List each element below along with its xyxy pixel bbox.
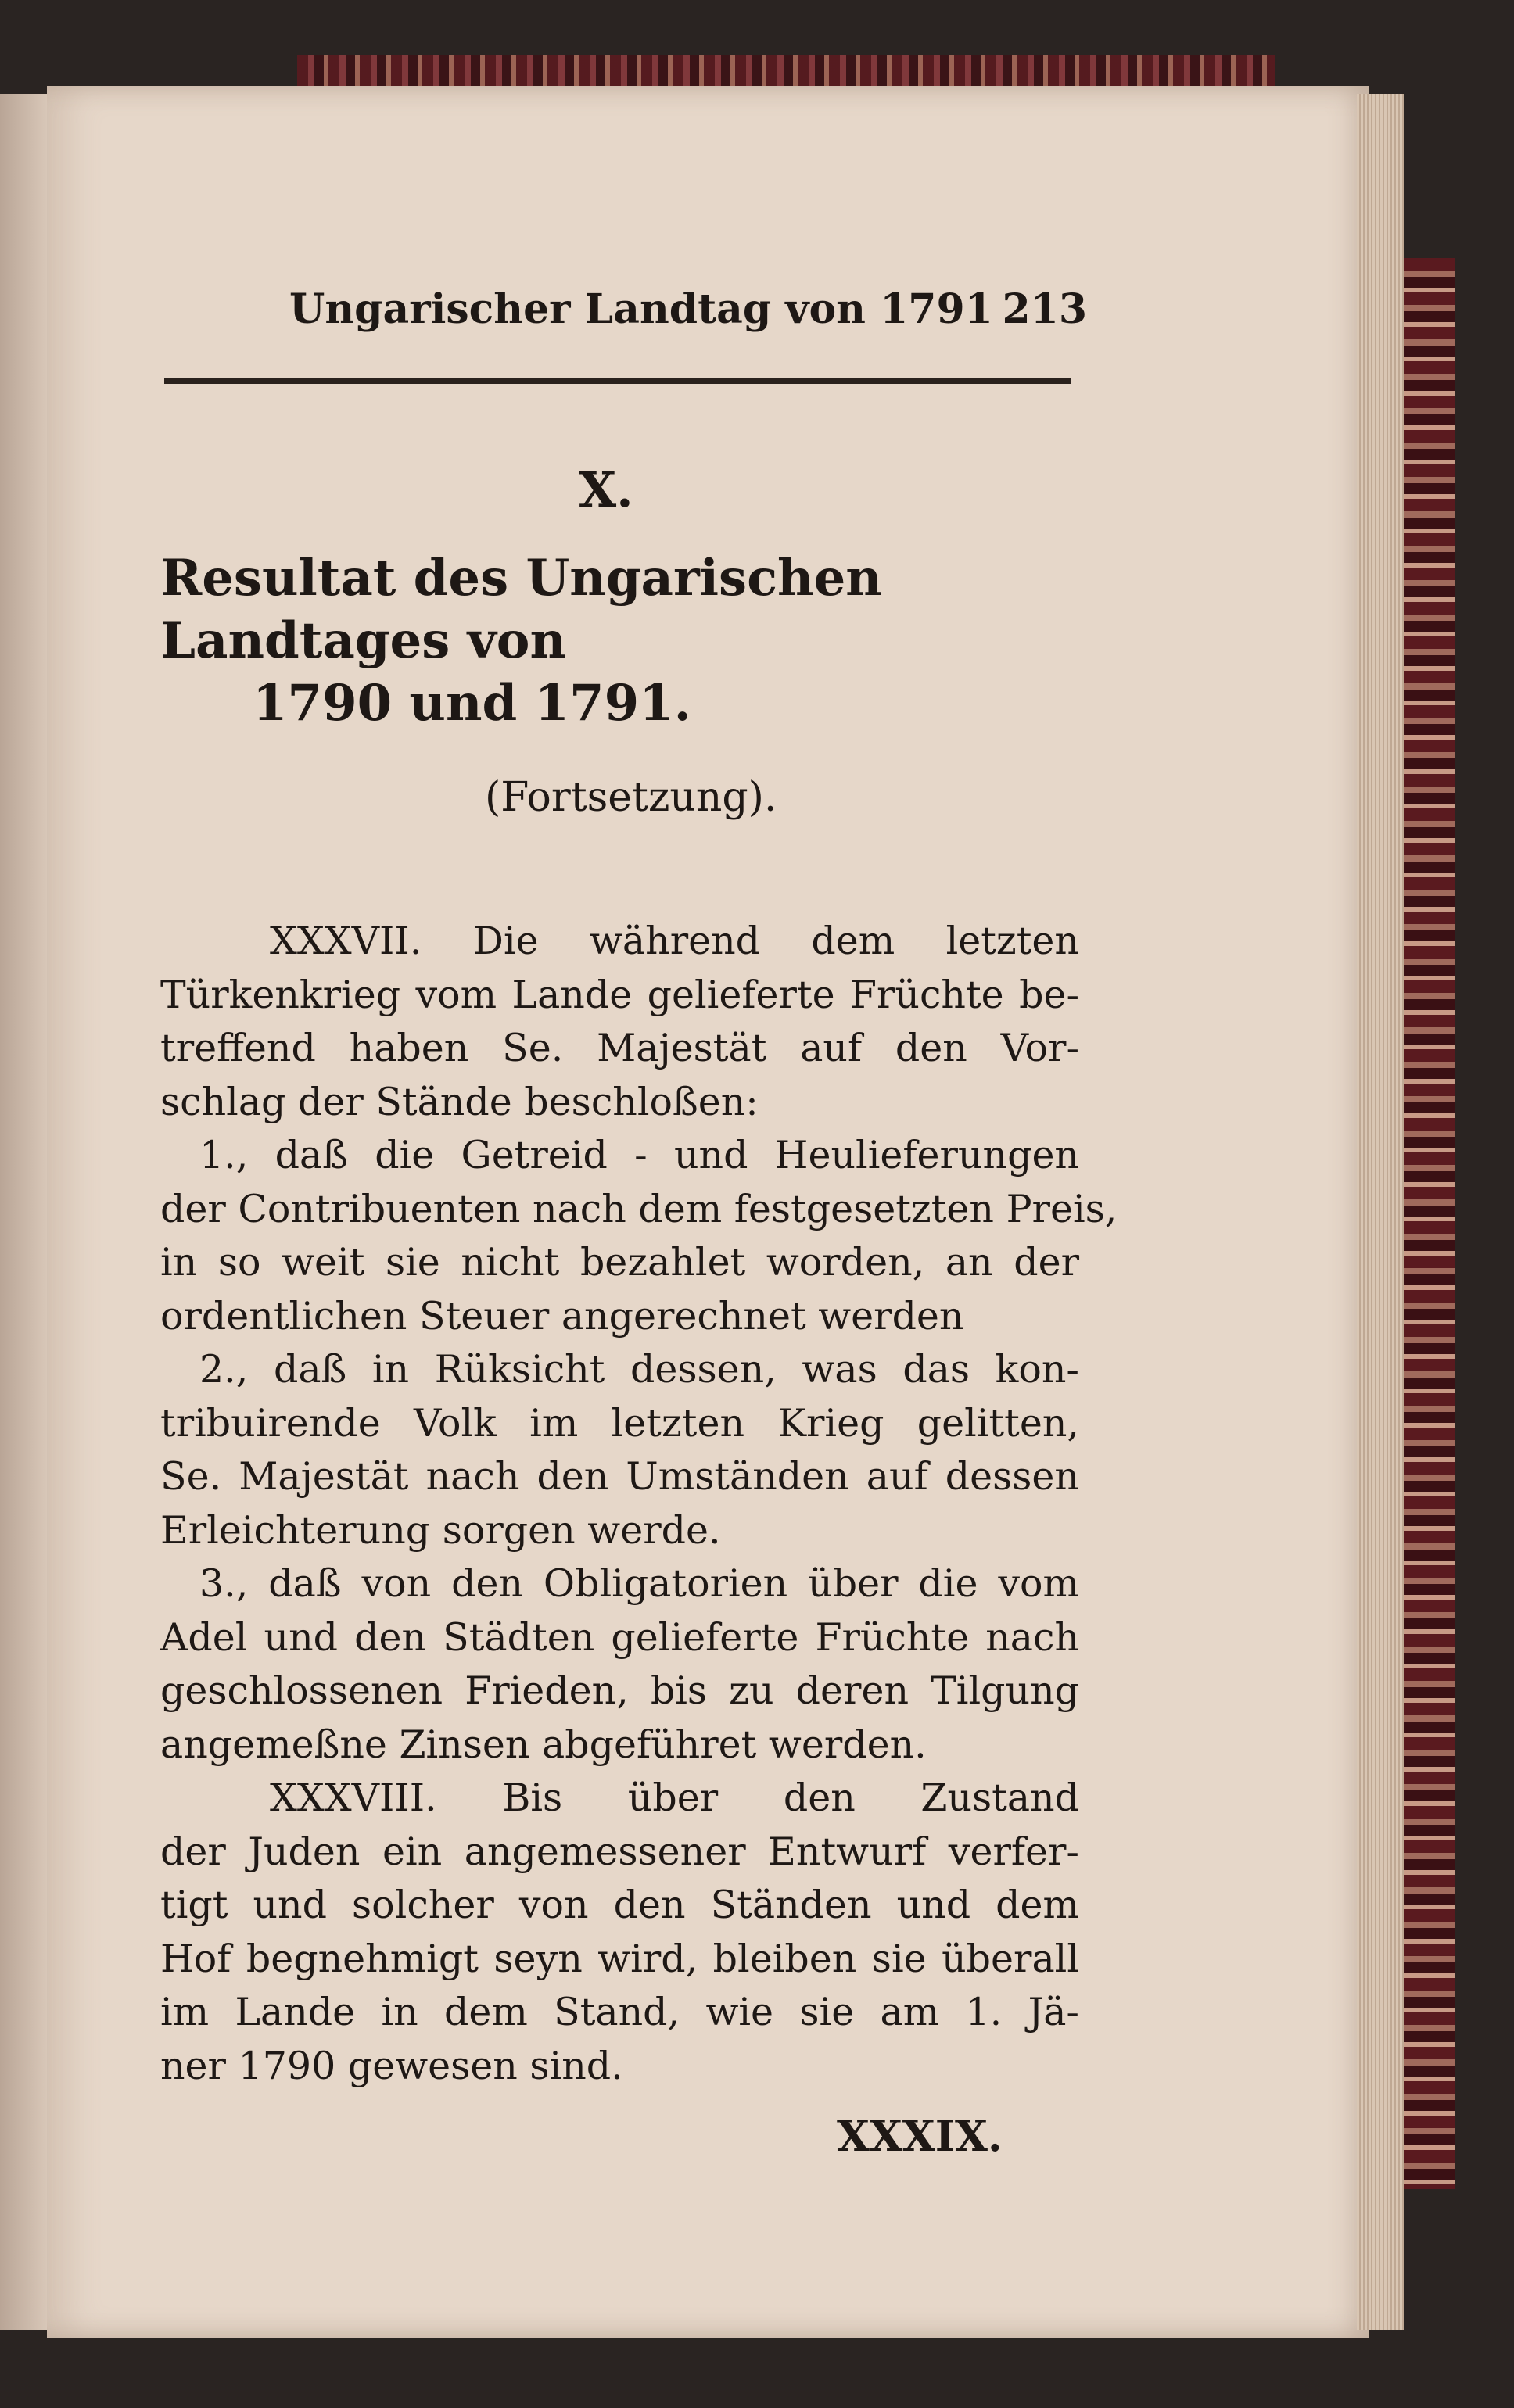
body-line: der Contribuenten nach dem festgesetzten Preis,: [160, 1186, 1118, 1231]
section-title: [160, 547, 1091, 735]
body-line: Hof begnehmigt seyn wird, bleiben sie überall: [160, 1936, 1079, 1981]
body-line: tribuirende Volk im letzten Krieg gelitten,: [160, 1400, 1079, 1446]
body-line: XXXVIII. Bis über den Zustand: [270, 1776, 1079, 1820]
section-title-line1: Resultat des Ungarischen Landtages von: [160, 549, 882, 670]
body-line: Erleichterung sorgen werde.: [160, 1507, 721, 1553]
body-line: XXXVII. Die während dem letzten: [270, 919, 1079, 963]
body-line: Adel und den Städten gelieferte Früchte nach: [160, 1614, 1079, 1660]
running-head-title: Ungarischer Landtag von 1791: [289, 285, 993, 333]
body-line: in so weit sie nicht bezahlet worden, an der: [160, 1240, 1079, 1285]
section-number: X.: [579, 461, 633, 518]
section-title-line2: 1790 und 1791.: [253, 674, 691, 733]
body-line: Se. Majestät nach den Umständen auf dessen: [160, 1454, 1079, 1499]
section-subtitle: (Fortsetzung).: [485, 774, 777, 821]
body-line: geschlossenen Frieden, bis zu deren Tilgung: [160, 1668, 1079, 1713]
running-head: [289, 285, 1087, 340]
body-line: 2., daß in Rüksicht dessen, was das kon-: [199, 1347, 1079, 1392]
left-page-edge: [0, 94, 47, 2330]
page-edges: [1357, 94, 1404, 2330]
body-line: der Juden ein angemessener Entwurf verfer-: [160, 1829, 1079, 1874]
body-line: 1., daß die Getreid - und Heulieferungen: [199, 1133, 1079, 1177]
body-line: im Lande in dem Stand, wie sie am 1. Jä-: [160, 1990, 1079, 2034]
page-number: 213: [1002, 285, 1087, 333]
body-line: tigt und solcher von den Ständen und dem: [160, 1883, 1079, 1927]
header-rule: [164, 378, 1071, 384]
book-cover-right: [1400, 258, 1455, 2189]
body-line: treffend haben Se. Majestät auf den Vor-: [160, 1026, 1079, 1070]
body-line: schlag der Stände beschloßen:: [160, 1079, 759, 1124]
body-line: Türkenkrieg vom Lande gelieferte Früchte be-: [160, 972, 1079, 1017]
catchword: XXXIX.: [837, 2111, 1003, 2161]
body-line: 3., daß von den Obligatorien über die vom: [199, 1561, 1079, 1606]
body-text: [160, 915, 1118, 2093]
body-line: ner 1790 gewesen sind.: [160, 2043, 623, 2088]
body-line: angemeßne Zinsen abgeführet werden.: [160, 1722, 927, 1767]
body-line: ordentlichen Steuer angerechnet werden: [160, 1293, 964, 1338]
